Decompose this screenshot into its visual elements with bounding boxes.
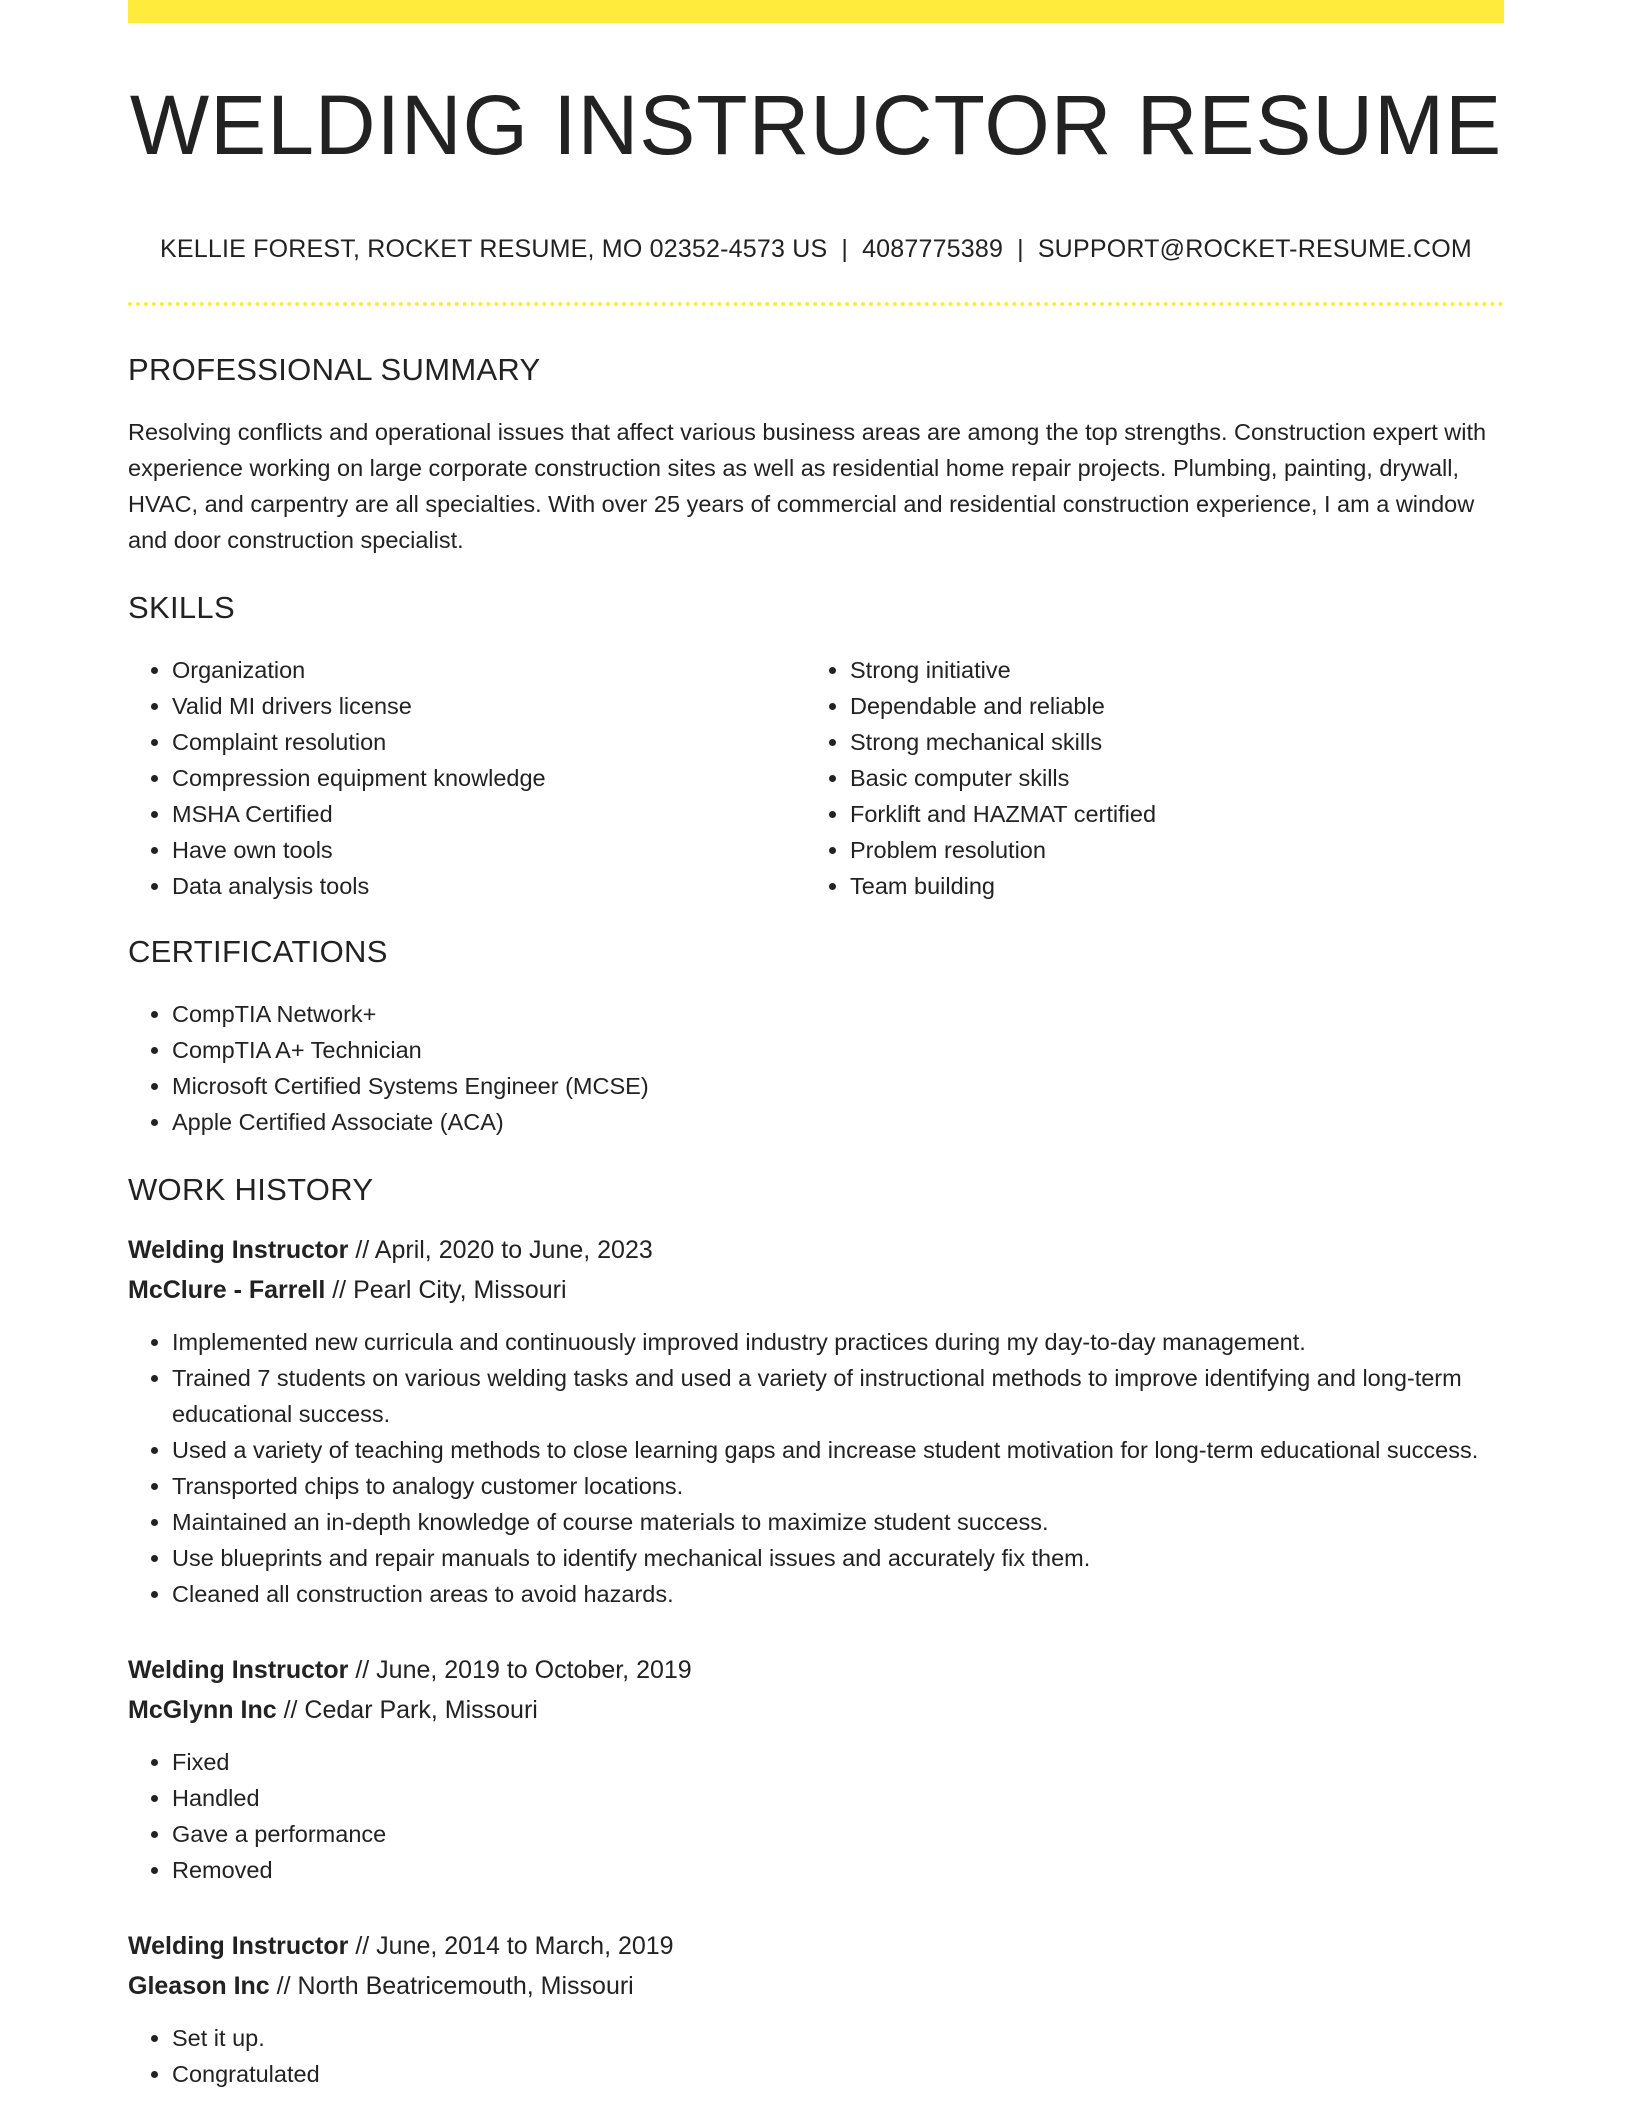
list-item: • Data analysis tools xyxy=(172,868,806,904)
job-location: // Pearl City, Missouri xyxy=(332,1276,567,1304)
list-item: • Implemented new curricula and continuously improved industry practices during my day-to-day management. xyxy=(172,1324,1504,1360)
list-item: • Strong mechanical skills xyxy=(850,724,1484,760)
list-item: • Compression equipment knowledge xyxy=(172,760,806,796)
header-divider xyxy=(128,302,1504,306)
job-entry xyxy=(128,1230,1504,1612)
job-company: Gleason Inc xyxy=(128,1972,270,2000)
skills-list-right xyxy=(806,652,1484,904)
contact-address: KELLIE FOREST, ROCKET RESUME, MO 02352-4573 US xyxy=(160,235,828,263)
job-entry xyxy=(128,1926,1504,2092)
contact-separator: | xyxy=(1017,235,1024,263)
job-title-line xyxy=(128,1230,1504,1270)
section-heading-certifications: CERTIFICATIONS xyxy=(128,934,388,969)
job-company: McGlynn Inc xyxy=(128,1696,277,1724)
skills-list-left xyxy=(128,652,806,904)
contact-separator: | xyxy=(841,235,849,263)
skills-column-left xyxy=(128,652,806,904)
skills-column-right xyxy=(806,652,1484,904)
list-item: • Basic computer skills xyxy=(850,760,1484,796)
list-item: • Use blueprints and repair manuals to identify mechanical issues and accurately fix them. xyxy=(172,1540,1504,1576)
list-item: • Set it up. xyxy=(172,2020,1504,2056)
job-title-line xyxy=(128,1650,1504,1690)
job-title-line xyxy=(128,1926,1504,1966)
list-item: • Removed xyxy=(172,1852,1504,1888)
list-item: • MSHA Certified xyxy=(172,796,806,832)
list-item: • Dependable and reliable xyxy=(850,688,1484,724)
job-company: McClure - Farrell xyxy=(128,1276,326,1304)
section-heading-skills: SKILLS xyxy=(128,590,235,625)
job-title: Welding Instructor xyxy=(128,1656,349,1684)
job-dates: // June, 2014 to March, 2019 xyxy=(355,1932,674,1960)
list-item: • Cleaned all construction areas to avoid hazards. xyxy=(172,1576,1504,1612)
contact-line xyxy=(128,235,1504,264)
list-item: • Fixed xyxy=(172,1744,1504,1780)
job-bullets xyxy=(128,2020,1504,2092)
top-accent-bar xyxy=(128,0,1504,23)
job-location: // Cedar Park, Missouri xyxy=(283,1696,538,1724)
job-dates: // April, 2020 to June, 2023 xyxy=(355,1236,653,1264)
resume-page xyxy=(128,0,1504,2092)
list-item: • Valid MI drivers license xyxy=(172,688,806,724)
job-company-line xyxy=(128,1966,1504,2006)
list-item: • Team building xyxy=(850,868,1484,904)
section-heading-summary: PROFESSIONAL SUMMARY xyxy=(128,352,541,387)
contact-phone: 4087775389 xyxy=(862,235,1004,263)
list-item: • Forklift and HAZMAT certified xyxy=(850,796,1484,832)
list-item: • Transported chips to analogy customer locations. xyxy=(172,1468,1504,1504)
section-heading-work-history: WORK HISTORY xyxy=(128,1172,374,1207)
job-bullets xyxy=(128,1324,1504,1612)
list-item: • Complaint resolution xyxy=(172,724,806,760)
contact-email: SUPPORT@ROCKET-RESUME.COM xyxy=(1037,235,1472,263)
list-item: • Strong initiative xyxy=(850,652,1484,688)
summary-text: Resolving conflicts and operational issues that affect various business areas are among the top strengths. Construction expert with experience working on large corporate construction sites as well as residential home repair projects. Plumbing, painting, drywall, HVAC, and carpentry are all specialties. With over 25 years of commercial and residential construction experience, I am a window and door construction specialist. xyxy=(128,419,1487,553)
job-bullets xyxy=(128,1744,1504,1888)
job-title: Welding Instructor xyxy=(128,1932,349,1960)
list-item: • Maintained an in-depth knowledge of course materials to maximize student success. xyxy=(172,1504,1504,1540)
list-item: • Apple Certified Associate (ACA) xyxy=(172,1104,1504,1140)
job-entry xyxy=(128,1650,1504,1888)
job-dates: // June, 2019 to October, 2019 xyxy=(355,1656,692,1684)
job-company-line xyxy=(128,1270,1504,1310)
list-item: • Congratulated xyxy=(172,2056,1504,2092)
list-item: • Gave a performance xyxy=(172,1816,1504,1852)
list-item: • Have own tools xyxy=(172,832,806,868)
skills-grid xyxy=(128,652,1504,904)
list-item: • Problem resolution xyxy=(850,832,1484,868)
certifications-list xyxy=(128,996,1504,1140)
job-location: // North Beatricemouth, Missouri xyxy=(276,1972,634,2000)
list-item: • Organization xyxy=(172,652,806,688)
list-item: • Handled xyxy=(172,1780,1504,1816)
resume-title: WELDING INSTRUCTOR RESUME xyxy=(129,78,1503,172)
job-title: Welding Instructor xyxy=(128,1236,349,1264)
job-company-line xyxy=(128,1690,1504,1730)
list-item: • CompTIA A+ Technician xyxy=(172,1032,1504,1068)
list-item: • Used a variety of teaching methods to close learning gaps and increase student motivation for long-term educational success. xyxy=(172,1432,1504,1468)
list-item: • Trained 7 students on various welding tasks and used a variety of instructional methods to improve identifying and long-term educational success. xyxy=(172,1360,1504,1432)
list-item: • Microsoft Certified Systems Engineer (MCSE) xyxy=(172,1068,1504,1104)
list-item: • CompTIA Network+ xyxy=(172,996,1504,1032)
